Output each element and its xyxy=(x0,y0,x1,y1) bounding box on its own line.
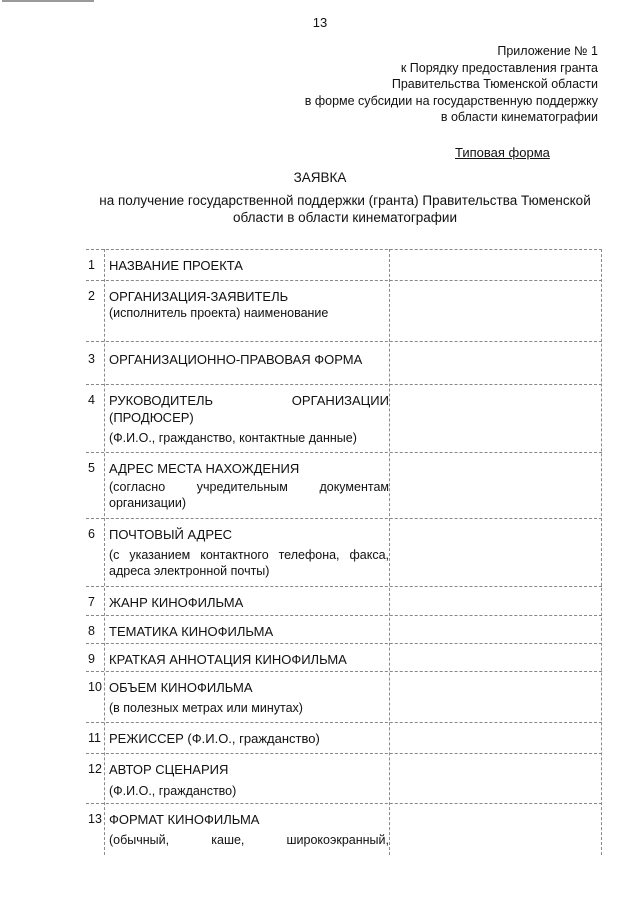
table-row xyxy=(86,671,602,722)
table-row xyxy=(86,452,602,518)
row-number: 11 xyxy=(88,731,101,745)
form-type-label: Типовая форма xyxy=(455,145,550,160)
row-sublabel: (согласно учредительным документам организации) xyxy=(109,480,389,510)
row-label: ТЕМАТИКА КИНОФИЛЬМА xyxy=(109,624,274,639)
appendix-line: в форме субсидии на государственную поддержку xyxy=(304,93,598,108)
row-sublabel: (исполнитель проекта) наименование xyxy=(109,306,329,320)
row-sublabel: (Ф.И.О., гражданство, контактные данные) xyxy=(109,431,357,445)
table-row xyxy=(86,249,602,280)
table-row xyxy=(86,615,602,643)
row-number: 13 xyxy=(88,812,102,826)
application-form-table xyxy=(86,249,602,869)
table-row xyxy=(86,586,602,615)
row-label: РУКОВОДИТЕЛЬ ОРГАНИЗАЦИИ (ПРОДЮСЕР) xyxy=(109,393,389,425)
row-number: 8 xyxy=(88,624,95,638)
appendix-line: в области кинематографии xyxy=(440,110,598,124)
scan-edge-mark xyxy=(2,0,94,2)
appendix-line: Правительства Тюменской области xyxy=(391,77,598,91)
table-row xyxy=(86,753,602,803)
row-sublabel: (в полезных метрах или минутах) xyxy=(109,701,303,715)
row-number: 1 xyxy=(88,258,95,272)
row-label: АДРЕС МЕСТА НАХОЖДЕНИЯ xyxy=(109,461,300,476)
row-number: 10 xyxy=(88,680,102,694)
table-row xyxy=(86,280,602,341)
row-label: ОРГАНИЗАЦИОННО-ПРАВОВАЯ ФОРМА xyxy=(109,352,363,367)
row-number: 3 xyxy=(88,352,95,366)
appendix-header xyxy=(238,43,598,126)
row-label: ОРГАНИЗАЦИЯ-ЗАЯВИТЕЛЬ xyxy=(109,289,289,304)
row-sublabel: (Ф.И.О., гражданство) xyxy=(109,784,237,798)
table-row xyxy=(86,384,602,452)
appendix-line: к Порядку предоставления гранта xyxy=(400,60,598,75)
table-row xyxy=(86,518,602,586)
table-row xyxy=(86,722,602,753)
row-number: 4 xyxy=(88,393,95,407)
row-label: КРАТКАЯ АННОТАЦИЯ КИНОФИЛЬМА xyxy=(109,652,347,667)
row-label: НАЗВАНИЕ ПРОЕКТА xyxy=(109,258,243,273)
appendix-line: Приложение № 1 xyxy=(497,44,598,58)
row-number: 6 xyxy=(88,527,95,541)
page-number: 13 xyxy=(312,15,328,30)
document-subtitle: на получение государственной поддержки (гранта) Правительства Тюменской области в области кинематографии xyxy=(99,193,591,225)
row-label: ФОРМАТ КИНОФИЛЬМА xyxy=(109,812,260,827)
row-sublabel: (обычный, каше, широкоэкранный, xyxy=(109,833,389,847)
row-label: ОБЪЕМ КИНОФИЛЬМА xyxy=(109,680,253,695)
table-row xyxy=(86,341,602,384)
table-row xyxy=(86,803,602,855)
row-number: 5 xyxy=(88,461,95,475)
row-sublabel: (с указанием контактного телефона, факса, адреса электронной почты) xyxy=(109,548,389,578)
row-label: ПОЧТОВЫЙ АДРЕС xyxy=(109,527,233,542)
row-number: 7 xyxy=(88,595,95,609)
row-number: 2 xyxy=(88,289,95,303)
row-number: 12 xyxy=(88,762,102,776)
document-title: ЗАЯВКА xyxy=(293,170,347,185)
table-row xyxy=(86,643,602,671)
row-label: АВТОР СЦЕНАРИЯ xyxy=(109,762,229,777)
row-label: ЖАНР КИНОФИЛЬМА xyxy=(109,595,244,610)
row-number: 9 xyxy=(88,652,95,666)
row-label: РЕЖИССЕР (Ф.И.О., гражданство) xyxy=(109,731,320,746)
